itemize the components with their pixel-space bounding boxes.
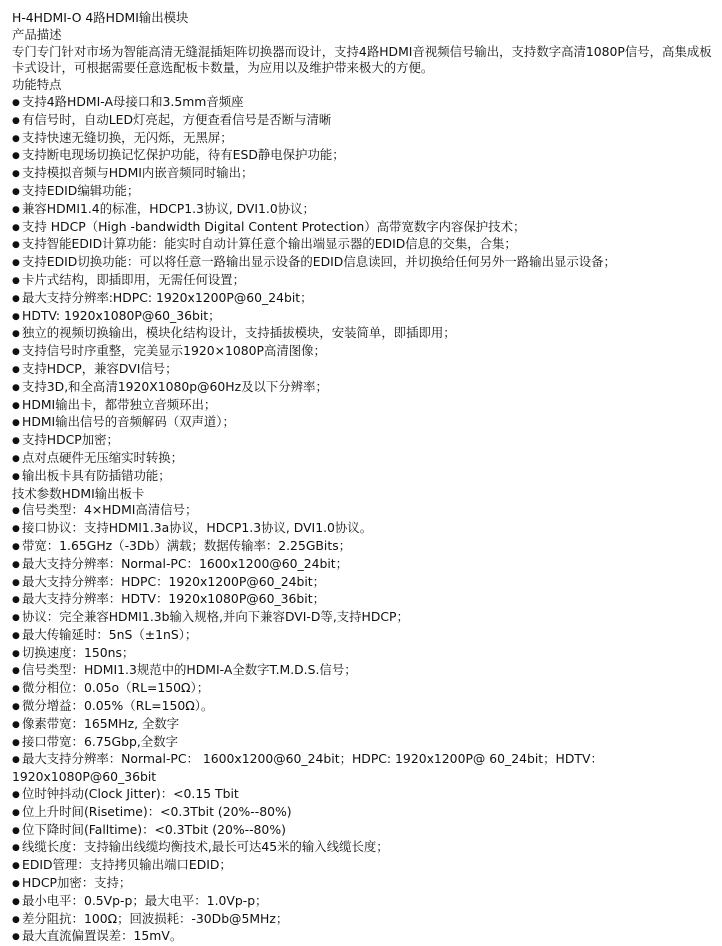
bullet-icon: ● — [12, 133, 20, 144]
features-list — [12, 94, 716, 486]
spec-item — [12, 609, 716, 627]
feature-item — [12, 325, 716, 343]
feature-item-text: 支持信号时序重整，完美显示1920×1080P高清图像； — [22, 343, 326, 359]
spec-item — [12, 875, 716, 893]
spec-item-text: 位下降时间(Falltime)：<0.3Tbit (20%--80%) — [22, 821, 286, 837]
feature-item — [12, 432, 716, 450]
spec-item — [12, 627, 716, 645]
spec-item-text: 最小电平：0.5Vp-p；最大电平：1.0Vp-p； — [22, 892, 268, 908]
bullet-icon: ● — [12, 755, 20, 766]
bullet-icon: ● — [12, 275, 20, 286]
spec-item-text: 微分增益：0.05%（RL=150Ω）。 — [22, 698, 214, 714]
feature-item-text: HDMI输出卡，都带独立音频环出； — [22, 396, 217, 412]
bullet-icon: ● — [12, 115, 20, 126]
spec-item — [12, 538, 716, 556]
feature-item-text: 兼容HDMI1.4的标准，HDCP1.3协议, DVI1.0协议； — [22, 200, 315, 216]
feature-item-text: HDMI输出信号的音频解码（双声道）； — [22, 414, 235, 430]
feature-item-text: 支持快速无缝切换，无闪烁，无黑屏； — [22, 129, 233, 145]
spec-item — [12, 839, 716, 857]
bullet-icon: ● — [12, 719, 20, 730]
bullet-icon: ● — [12, 311, 20, 322]
spec-item — [12, 822, 716, 840]
bullet-icon: ● — [12, 843, 20, 854]
bullet-icon: ● — [12, 169, 20, 180]
bullet-icon: ● — [12, 879, 20, 890]
spec-item — [12, 591, 716, 609]
spec-item — [12, 556, 716, 574]
bullet-icon: ● — [12, 204, 20, 215]
spec-item-text: 最大支持分辨率：HDTV：1920x1080P@60_36bit； — [22, 591, 325, 607]
bullet-icon: ● — [12, 932, 20, 943]
feature-item — [12, 201, 716, 219]
bullet-icon: ● — [12, 222, 20, 233]
bullet-icon: ● — [12, 293, 20, 304]
bullet-icon: ● — [12, 471, 20, 482]
feature-item — [12, 450, 716, 468]
feature-item-text: 支持 HDCP（High -bandwidth Digital Content Protection）高带宽数字内容保护技术； — [22, 218, 526, 234]
feature-item-text: 支持HDCP，兼容DVI信号； — [22, 360, 178, 376]
spec-item — [12, 751, 716, 786]
feature-item-text: HDTV: 1920x1080P@60_36bit； — [22, 307, 221, 323]
spec-item-text: 最大支持分辨率：Normal-PC： 1600x1200@60_24bit；HDPC: 1920x1200P@ 60_24bit；HDTV：1920x1080P@60_36bit — [12, 751, 603, 785]
bullet-icon: ● — [12, 914, 20, 925]
product-description-text: 专门专门针对市场为智能高清无缝混插矩阵切换器而设计，支持4路HDMI音视频信号输出，支持数字高清1080P信号，高集成板卡式设计，可根据需要任意选配板卡数量，为应用以及维护带来极大的方便。 — [12, 43, 712, 76]
spec-item-text: 最大支持分辨率：HDPC：1920x1200P@60_24bit； — [22, 573, 326, 589]
feature-item — [12, 379, 716, 397]
spec-item-text: 最大直流偏置误差：15mV。 — [22, 928, 183, 944]
spec-item — [12, 520, 716, 538]
feature-item — [12, 290, 716, 308]
bullet-icon: ● — [12, 151, 20, 162]
spec-item — [12, 786, 716, 804]
bullet-icon: ● — [12, 896, 20, 907]
bullet-icon: ● — [12, 186, 20, 197]
feature-item — [12, 147, 716, 165]
bullet-icon: ● — [12, 418, 20, 429]
bullet-icon: ● — [12, 382, 20, 393]
feature-item — [12, 308, 716, 326]
spec-item — [12, 502, 716, 520]
spec-item-text: 微分相位：0.05o（RL=150Ω）； — [22, 680, 210, 696]
feature-item-text: 卡片式结构，即插即用，无需任何设置； — [22, 271, 246, 287]
bullet-icon: ● — [12, 807, 20, 818]
feature-item-text: 输出板卡具有防插错功能； — [22, 467, 171, 483]
spec-item — [12, 734, 716, 752]
spec-item-text: 位上升时间(Risetime)：<0.3Tbit (20%--80%) — [22, 803, 292, 819]
spec-item-text: 像素带宽：165MHz, 全数字 — [22, 715, 180, 731]
feature-item-text: 支持HDCP加密； — [22, 432, 119, 448]
feature-item — [12, 272, 716, 290]
bullet-icon: ● — [12, 329, 20, 340]
bullet-icon: ● — [12, 506, 20, 517]
bullet-icon: ● — [12, 577, 20, 588]
spec-item-text: 带宽：1.65GHz（-3Db）满载；数据传输率：2.25GBits； — [22, 537, 352, 553]
feature-item — [12, 130, 716, 148]
feature-item — [12, 397, 716, 415]
bullet-icon: ● — [12, 524, 20, 535]
feature-item — [12, 94, 716, 112]
feature-item — [12, 183, 716, 201]
feature-item-text: 支持4路HDMI-A母接口和3.5mm音频座 — [22, 93, 244, 109]
bullet-icon: ● — [12, 347, 20, 358]
spec-item — [12, 645, 716, 663]
spec-item-text: HDCP加密：支持； — [22, 875, 132, 891]
spec-item — [12, 698, 716, 716]
bullet-icon: ● — [12, 648, 20, 659]
spec-item — [12, 928, 716, 946]
spec-item — [12, 804, 716, 822]
bullet-icon: ● — [12, 666, 20, 677]
product-description-heading: 产品描述 — [12, 26, 62, 42]
bullet-icon: ● — [12, 453, 20, 464]
specs-list — [12, 502, 716, 946]
feature-item-text: 支持断电现场切换记忆保护功能，待有ESD静电保护功能； — [22, 147, 345, 163]
feature-item-text: 独立的视频切换输出，模块化结构设计，支持插拔模块，安装简单，即插即用； — [22, 325, 456, 341]
feature-item-text: 点对点硬件无压缩实时转换； — [22, 449, 184, 465]
bullet-icon: ● — [12, 400, 20, 411]
feature-item-text: 支持EDID切换功能：可以将任意一路输出显示设备的EDID信息读回，并切换给任何另外一路输出显示设备； — [22, 254, 616, 270]
spec-item-text: 信号类型：HDMI1.3规范中的HDMI-A全数字T.M.D.S.信号； — [22, 662, 357, 678]
bullet-icon: ● — [12, 737, 20, 748]
spec-item-text: EDID管理：支持拷贝输出端口EDID； — [22, 857, 232, 873]
bullet-icon: ● — [12, 790, 20, 801]
bullet-icon: ● — [12, 595, 20, 606]
feature-item-text: 支持智能EDID计算功能：能实时自动计算任意个输出端显示器的EDID信息的交集，合集； — [22, 236, 517, 252]
bullet-icon: ● — [12, 97, 20, 108]
spec-item-text: 接口协议：支持HDMI1.3a协议，HDCP1.3协议, DVI1.0协议。 — [22, 520, 373, 536]
feature-item-text: 最大支持分辨率:HDPC: 1920x1200P@60_24bit； — [22, 289, 313, 305]
features-heading: 功能特点 — [12, 77, 62, 93]
feature-item — [12, 414, 716, 432]
feature-item-text: 支持EDID编辑功能； — [22, 182, 140, 198]
spec-item — [12, 857, 716, 875]
spec-item-text: 信号类型：4×HDMI高清信号； — [22, 502, 198, 518]
spec-item-text: 切换速度：150ns； — [22, 644, 135, 660]
document-title: H-4HDMI-O 4路HDMI输出模块 — [12, 10, 189, 25]
bullet-icon: ● — [12, 364, 20, 375]
feature-item — [12, 343, 716, 361]
spec-item — [12, 911, 716, 929]
feature-item-text: 有信号时，自动LED灯亮起，方便查看信号是否断与清晰 — [22, 111, 332, 127]
feature-item — [12, 254, 716, 272]
feature-item — [12, 219, 716, 237]
spec-item-text: 位时钟抖动(Clock Jitter)：<0.15 Tbit — [22, 786, 239, 802]
bullet-icon: ● — [12, 825, 20, 836]
bullet-icon: ● — [12, 684, 20, 695]
spec-item-text: 最大传输延时：5nS（±1nS）； — [22, 626, 198, 642]
feature-item — [12, 361, 716, 379]
spec-item-text: 差分阻抗：100Ω；回波损耗：-30Db@5MHz； — [22, 910, 289, 926]
bullet-icon: ● — [12, 559, 20, 570]
spec-item-text: 最大支持分辨率：Normal-PC：1600x1200@60_24bit； — [22, 555, 349, 571]
spec-item — [12, 662, 716, 680]
feature-item-text: 支持3D,和全高清1920X1080p@60Hz及以下分辨率； — [22, 378, 328, 394]
specs-heading: 技术参数HDMI输出板卡 — [12, 485, 145, 501]
bullet-icon: ● — [12, 630, 20, 641]
feature-item-text: 支持模拟音频与HDMI内嵌音频同时输出； — [22, 165, 254, 181]
spec-item-text: 线缆长度：支持输出线缆均衡技术,最长可达45米的输入线缆长度； — [22, 839, 389, 855]
bullet-icon: ● — [12, 702, 20, 713]
spec-item — [12, 680, 716, 698]
feature-item — [12, 468, 716, 486]
feature-item — [12, 165, 716, 183]
spec-item — [12, 716, 716, 734]
spec-item — [12, 893, 716, 911]
bullet-icon: ● — [12, 436, 20, 447]
bullet-icon: ● — [12, 541, 20, 552]
spec-item-text: 接口带宽：6.75Gbp,全数字 — [22, 733, 178, 749]
bullet-icon: ● — [12, 861, 20, 872]
bullet-icon: ● — [12, 613, 20, 624]
bullet-icon: ● — [12, 240, 20, 251]
bullet-icon: ● — [12, 258, 20, 269]
feature-item — [12, 236, 716, 254]
spec-item-text: 协议：完全兼容HDMI1.3b输入规格,并向下兼容DVI-D等,支持HDCP； — [22, 609, 409, 625]
spec-item — [12, 574, 716, 592]
feature-item — [12, 112, 716, 130]
